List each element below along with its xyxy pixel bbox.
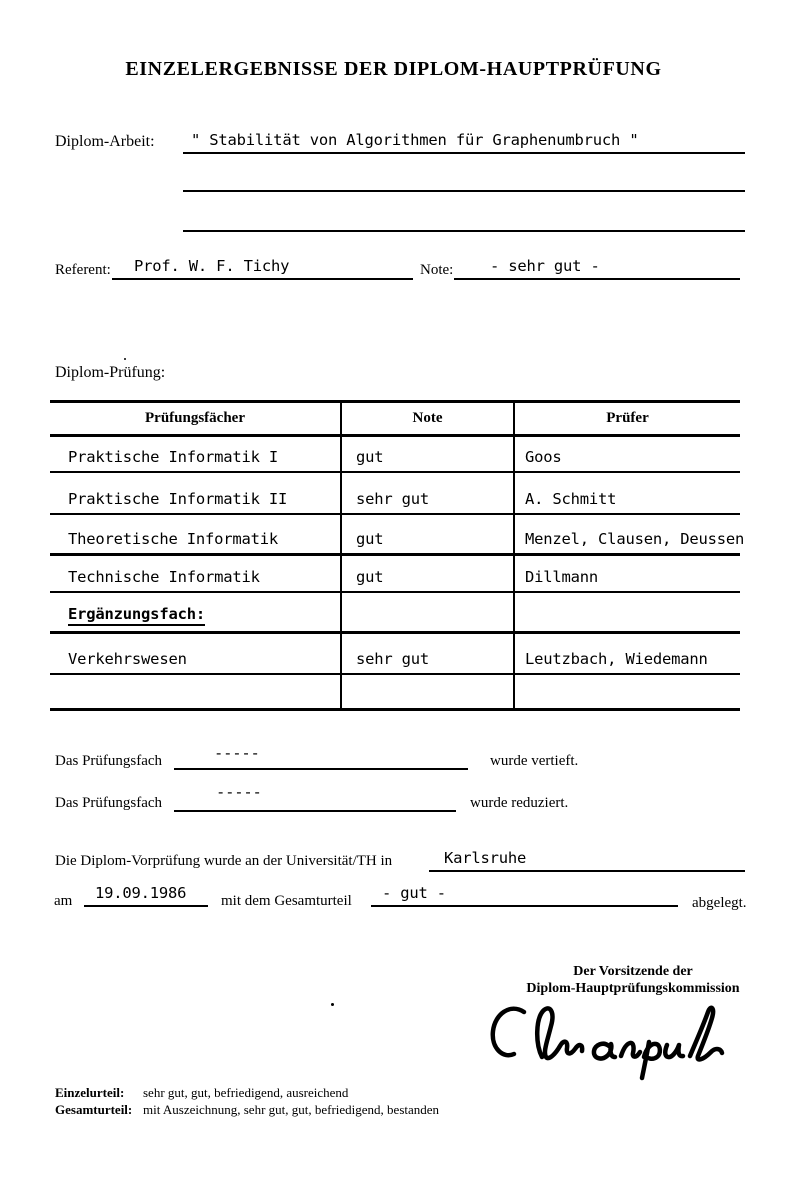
vertieft-value: ----- (214, 744, 260, 762)
note-value: - sehr gut - (490, 257, 600, 275)
gesamturteil-label: mit dem Gesamturteil (221, 893, 352, 909)
exam-table (50, 400, 745, 711)
university-field (429, 846, 745, 872)
vertieft-field (174, 744, 468, 770)
note-field (454, 254, 740, 280)
vertieft-suffix: wurde vertieft. (490, 753, 579, 769)
table-section-row (50, 593, 740, 634)
subject-cell: Verkehrswesen (68, 650, 187, 668)
referent-label: Referent: (55, 262, 111, 278)
reduziert-prefix: Das Prüfungsfach (55, 795, 163, 811)
table-empty-row (50, 675, 740, 711)
am-label: am (54, 893, 73, 909)
subject-cell: Technische Informatik (68, 568, 260, 586)
note-cell: gut (356, 448, 384, 466)
date-value: 19.09.1986 (95, 884, 187, 902)
table-header-row (50, 403, 740, 437)
vorpruefung-sentence: Die Diplom-Vorprüfung wurde an der Universität/TH in (55, 853, 393, 869)
note-cell: gut (356, 530, 384, 548)
signature-scribble-icon (480, 998, 725, 1083)
subject-cell: Praktische Informatik II (68, 490, 288, 508)
abgelegt-suffix: abgelegt. (692, 895, 747, 911)
examiner-cell: Goos (525, 448, 562, 466)
legend-einzelurteil-values: sehr gut, gut, befriedigend, ausreichend (143, 1085, 349, 1100)
note-label: Note: (420, 262, 454, 278)
legend-gesamturteil-label: Gesamturteil: (55, 1102, 133, 1117)
thesis-field-line-2 (183, 166, 745, 192)
vertieft-prefix: Das Prüfungsfach (55, 753, 163, 769)
referent-field (112, 254, 413, 280)
table-row (50, 473, 740, 515)
legend-einzelurteil-row (55, 1084, 439, 1101)
legend-gesamturteil-values: mit Auszeichnung, sehr gut, gut, befriedigend, bestanden (143, 1102, 440, 1117)
thesis-field-line-1 (183, 128, 745, 154)
header-subject: Prüfungsfächer (145, 410, 245, 426)
table-row (50, 634, 740, 675)
thesis-field-line-3 (183, 206, 745, 232)
signature-caption (478, 963, 787, 997)
signature-caption-line1: Der Vorsitzende der (573, 964, 693, 979)
thesis-label: Diplom-Arbeit: (55, 133, 155, 150)
reduziert-value: ----- (216, 783, 262, 801)
reduziert-field (174, 783, 456, 812)
university-value: Karlsruhe (444, 849, 527, 867)
legend-gesamturteil-row (55, 1101, 439, 1118)
header-examiner: Prüfer (513, 403, 740, 434)
table-row (50, 437, 740, 473)
reduziert-suffix: wurde reduziert. (470, 795, 569, 811)
examiner-cell: A. Schmitt (525, 490, 617, 508)
note-cell: gut (356, 568, 384, 586)
header-note: Note (340, 403, 513, 434)
gesamturteil-value: - gut - (382, 884, 446, 902)
page-title: EINZELERGEBNISSE DER DIPLOM-HAUPTPRÜFUNG (125, 58, 662, 80)
legend-einzelurteil-label: Einzelurteil: (55, 1085, 125, 1100)
subject-cell: Ergänzungsfach: (68, 605, 205, 626)
date-field (84, 881, 208, 907)
examiner-cell: Dillmann (525, 568, 599, 586)
scan-artifact-dot (331, 1003, 334, 1006)
subject-cell: Theoretische Informatik (68, 530, 279, 548)
subject-cell: Praktische Informatik I (68, 448, 279, 466)
thesis-value: " Stabilität von Algorithmen für Graphenumbruch " (191, 131, 639, 149)
table-row (50, 556, 740, 593)
note-cell: sehr gut (356, 650, 430, 668)
scan-artifact-dot (124, 358, 126, 360)
note-cell: sehr gut (356, 490, 430, 508)
legend (55, 1084, 439, 1118)
table-row (50, 515, 745, 556)
signature-caption-line2: Diplom-Hauptprüfungskommission (526, 981, 740, 996)
exam-section-label: Diplom-Prüfung: (55, 364, 166, 381)
referent-value: Prof. W. F. Tichy (134, 257, 290, 275)
examiner-cell: Menzel, Clausen, Deussen (525, 530, 745, 548)
gesamturteil-field (371, 881, 678, 907)
examiner-cell: Leutzbach, Wiedemann (525, 650, 708, 668)
